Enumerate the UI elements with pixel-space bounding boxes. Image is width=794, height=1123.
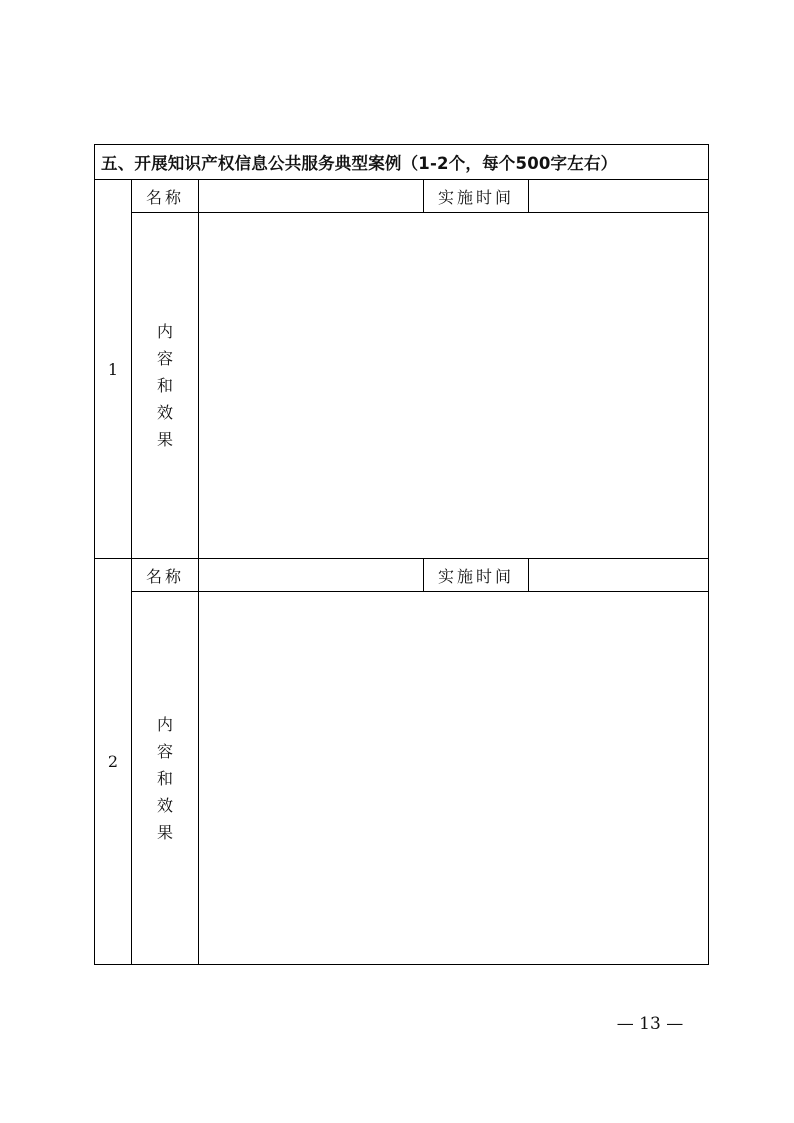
content-label-char: 容: [156, 349, 173, 368]
page-number: — 13 —: [616, 1014, 684, 1034]
time-label: 实施时间: [424, 180, 529, 213]
content-field[interactable]: [199, 592, 709, 965]
content-label-char: 和: [156, 376, 173, 395]
content-label-char: 效: [156, 403, 173, 422]
name-label: 名称: [132, 559, 199, 592]
content-label-char: 容: [156, 741, 173, 761]
name-label: 名称: [132, 180, 199, 213]
case-number: 1: [95, 180, 132, 559]
content-label-char: 效: [156, 795, 173, 815]
content-label-char: 内: [156, 322, 173, 341]
content-field[interactable]: [199, 213, 709, 559]
content-label: [132, 592, 199, 965]
content-label-char: 内: [156, 714, 173, 734]
case-form-table: [94, 144, 709, 965]
time-label: 实施时间: [424, 559, 529, 592]
content-label-char: 果: [156, 430, 173, 449]
content-label-char: 果: [156, 822, 173, 842]
content-label: [132, 213, 199, 559]
name-field[interactable]: [199, 180, 424, 213]
section-title: 五、开展知识产权信息公共服务典型案例（1-2个，每个500字左右）: [95, 145, 709, 180]
name-field[interactable]: [199, 559, 424, 592]
time-field[interactable]: [529, 559, 709, 592]
content-label-char: 和: [156, 768, 173, 788]
case-number: 2: [95, 559, 132, 965]
time-field[interactable]: [529, 180, 709, 213]
